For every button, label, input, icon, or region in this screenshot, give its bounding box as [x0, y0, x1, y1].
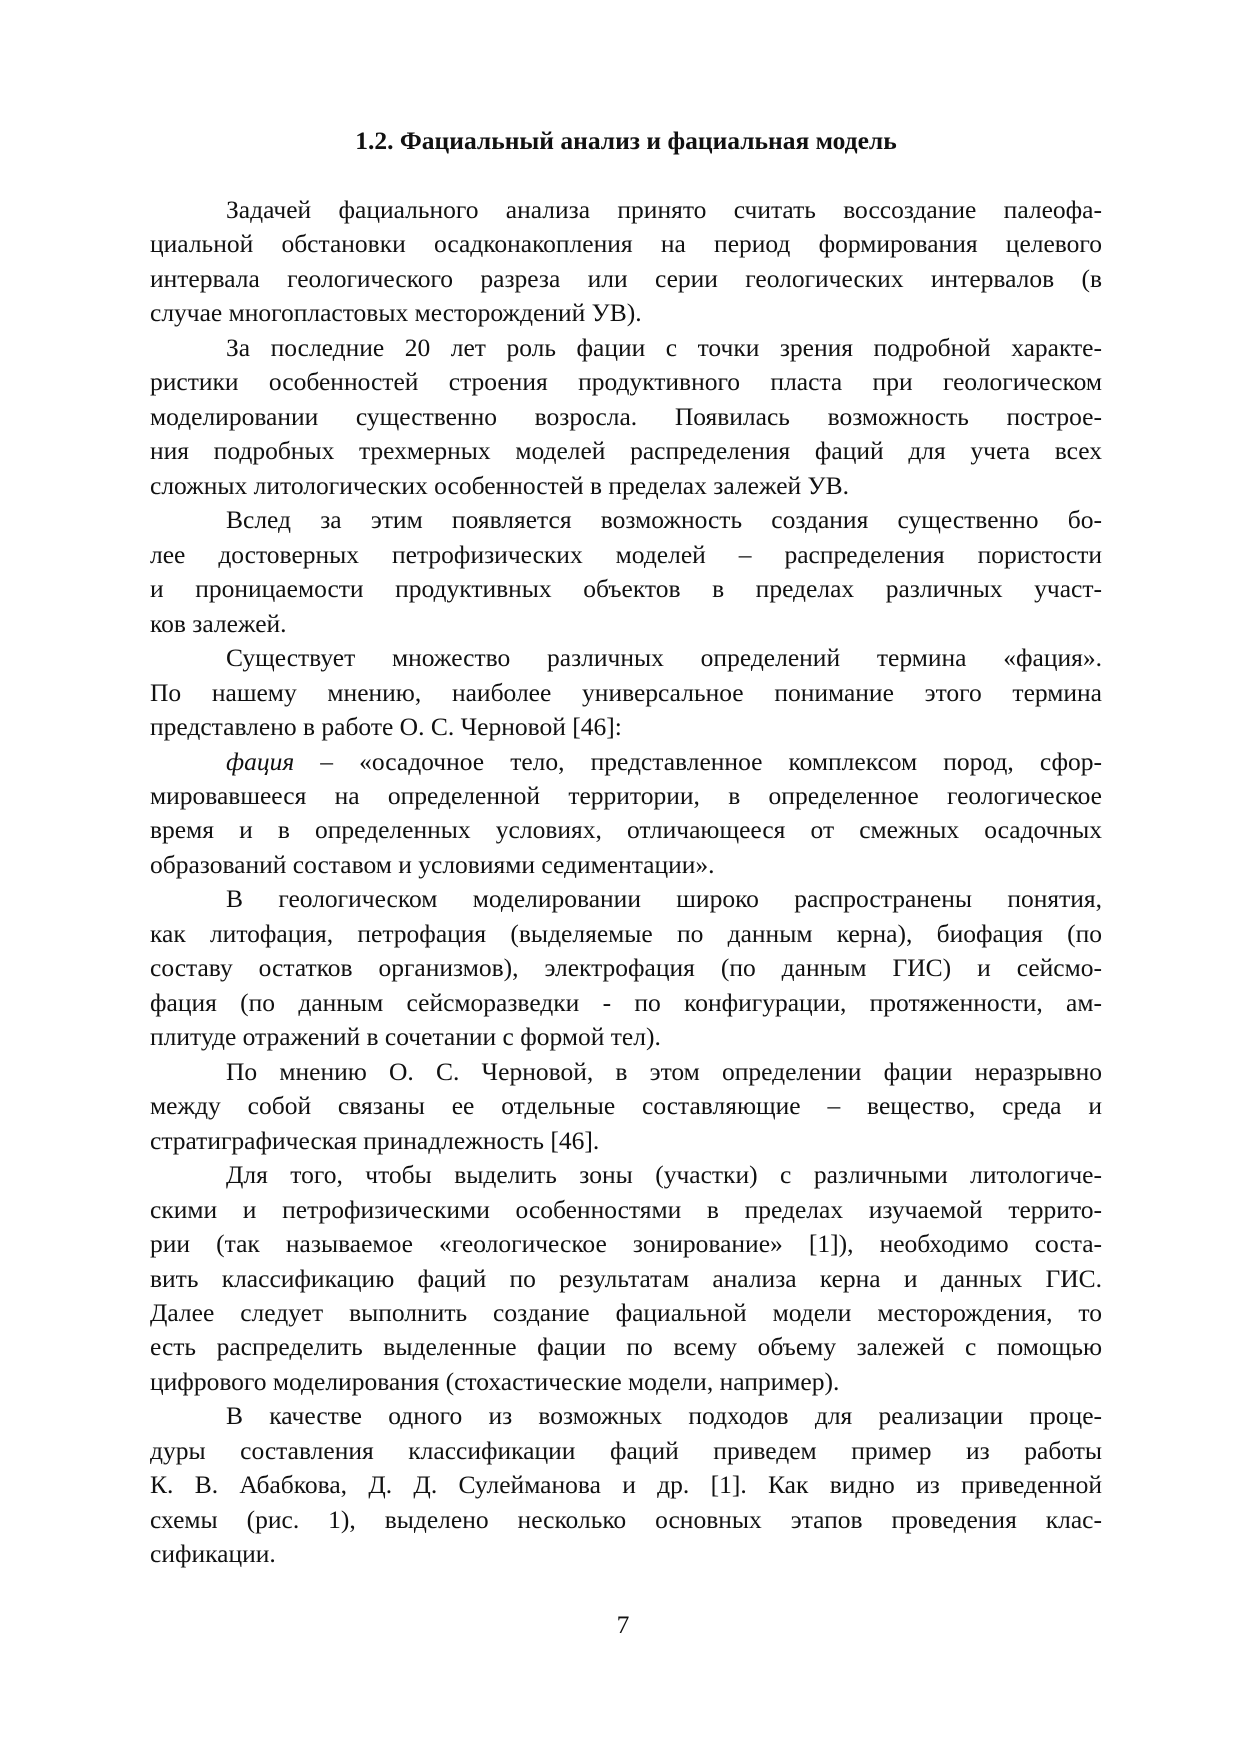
text-line: есть распределить выделенные фации по всему объему залежей с помощью: [150, 1332, 1102, 1362]
text-line: ристики особенностей строения продуктивного пласта при геологическом: [150, 367, 1102, 397]
text-line: время и в определенных условиях, отличающееся от смежных осадочных: [150, 815, 1102, 845]
paragraph: [150, 882, 1102, 1054]
text-line: мировавшееся на определенной территории, в определенное геологическое: [150, 780, 1102, 810]
text-line: [150, 745, 1102, 779]
text-line: лее достоверных петрофизических моделей – распределения пористости: [150, 539, 1102, 569]
text-line: как литофация, петрофация (выделяемые по данным керна), биофация (по: [150, 918, 1102, 948]
text-line-rest: – «осадочное тело, представленное комплексом пород, сфор-: [294, 746, 1102, 776]
text-line: Существует множество различных определений термина «фация».: [226, 643, 1102, 673]
text-line: между собой связаны ее отдельные составляющие – вещество, среда и: [150, 1091, 1102, 1121]
text-line: интервала геологического разреза или серии геологических интервалов (в: [150, 263, 1102, 293]
text-line: За последние 20 лет роль фации с точки зрения подробной характе-: [226, 332, 1102, 362]
text-line: циальной обстановки осадконакопления на период формирования целевого: [150, 229, 1102, 259]
text-line: скими и петрофизическими особенностями в пределах изучаемой террито-: [150, 1194, 1102, 1224]
text-line: образований составом и условиями седиментации».: [150, 849, 715, 879]
text-line: дуры составления классификации фаций приведем пример из работы: [150, 1435, 1102, 1465]
text-line: плитуде отражений в сочетании с формой тел).: [150, 1022, 661, 1052]
paragraph: [150, 503, 1102, 641]
text-line: В качестве одного из возможных подходов для реализации проце-: [226, 1401, 1102, 1431]
text-line: По нашему мнению, наиболее универсальное понимание этого термина: [150, 677, 1102, 707]
text-line: моделировании существенно возросла. Появилась возможность построе-: [150, 401, 1102, 431]
text-line: вить классификацию фаций по результатам анализа керна и данных ГИС.: [150, 1263, 1102, 1293]
text-line: представлено в работе О. С. Черновой [46]:: [150, 712, 622, 742]
text-line: ния подробных трехмерных моделей распределения фаций для учета всех: [150, 436, 1102, 466]
paragraph: [150, 1158, 1102, 1399]
body-text: [150, 193, 1102, 1572]
text-line: случае многопластовых месторождений УВ).: [150, 298, 642, 328]
text-line: ков залежей.: [150, 608, 287, 638]
section-title: 1.2. Фациальный анализ и фациальная модель: [355, 126, 897, 155]
italic-term: фация: [226, 746, 295, 776]
paragraph: [150, 641, 1102, 744]
text-line: цифрового моделирования (стохастические модели, например).: [150, 1366, 840, 1396]
text-line: Далее следует выполнить создание фациальной модели месторождения, то: [150, 1298, 1102, 1327]
text-line: сификации.: [150, 1539, 276, 1569]
paragraph: [150, 193, 1102, 331]
text-line: рии (так называемое «геологическое зонирование» [1]), необходимо соста-: [150, 1229, 1102, 1259]
text-line: и проницаемости продуктивных объектов в пределах различных участ-: [150, 574, 1102, 604]
text-line: схемы (рис. 1), выделено несколько основных этапов проведения клас-: [150, 1504, 1102, 1534]
text-line: составу остатков организмов), электрофация (по данным ГИС) и сейсмо-: [150, 953, 1102, 983]
text-line: По мнению О. С. Черновой, в этом определении фации неразрывно: [226, 1056, 1102, 1086]
paragraph: [150, 1399, 1102, 1571]
text-line: К. В. Абабкова, Д. Д. Сулейманова и др. [1]. Как видно из приведенной: [150, 1470, 1102, 1500]
text-line: Задачей фациального анализа принято считать воссоздание палеофа-: [226, 195, 1102, 224]
text-line: стратиграфическая принадлежность [46].: [150, 1125, 600, 1155]
text-line: В геологическом моделировании широко распространены понятия,: [226, 884, 1102, 914]
text-line: Вслед за этим появляется возможность создания существенно бо-: [226, 505, 1102, 535]
paragraph: [150, 331, 1102, 503]
text-line: Для того, чтобы выделить зоны (участки) с различными литологиче-: [226, 1160, 1102, 1190]
text-line: фация (по данным сейсморазведки - по конфигурации, протяженности, ам-: [150, 987, 1102, 1017]
paragraph: [150, 1055, 1102, 1158]
page-number: 7: [616, 1610, 630, 1639]
paragraph: [150, 745, 1102, 883]
text-line: сложных литологических особенностей в пределах залежей УВ.: [150, 470, 849, 500]
